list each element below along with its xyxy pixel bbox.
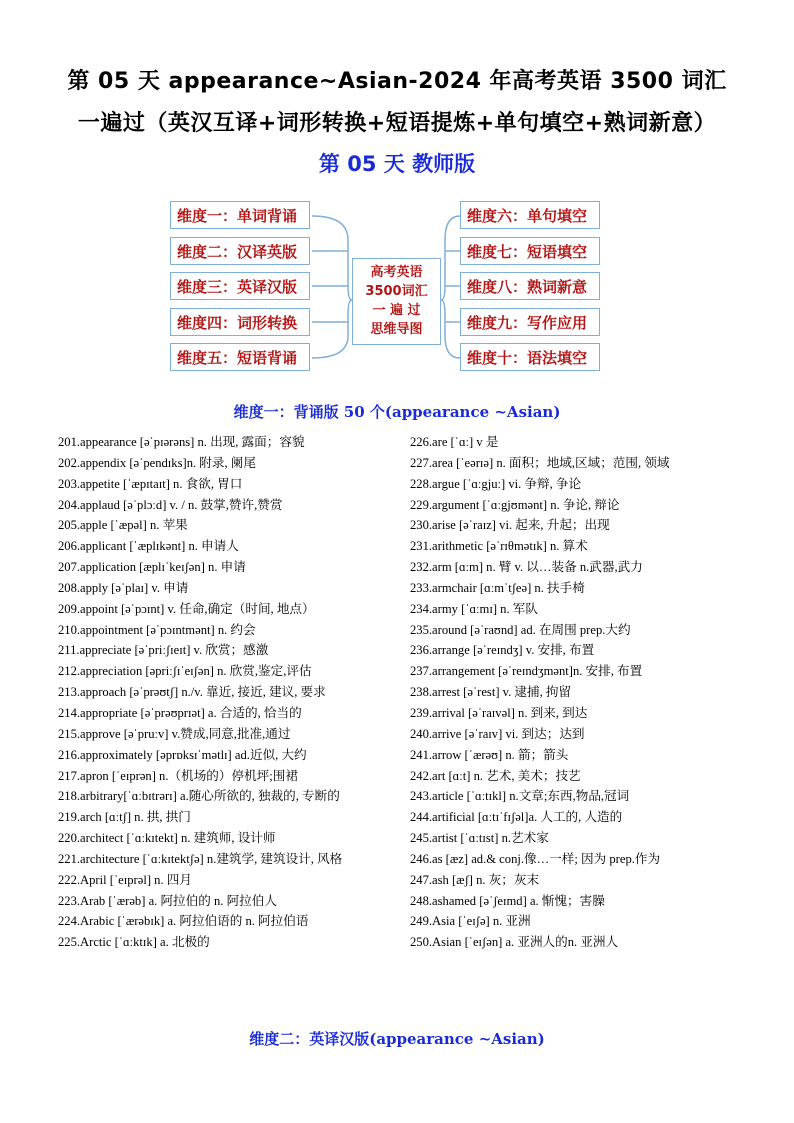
mindmap-left-1: 维度一：单词背诵 bbox=[170, 201, 310, 229]
word-entry: 222.April [ˈeɪprəl] n. 四月 bbox=[58, 872, 192, 887]
word-entry: 219.arch [ɑːtʃ] n. 拱, 拱门 bbox=[58, 810, 191, 825]
mindmap-left-2: 维度二：汉译英版 bbox=[170, 237, 310, 265]
section-2-heading: 维度二：英译汉版(appearance ~Asian) bbox=[249, 1030, 545, 1048]
word-entry: 206.applicant [ˈæplɪkənt] n. 申请人 bbox=[58, 539, 239, 554]
word-entry: 215.approve [əˈpruːv] v.赞成,同意,批准,通过 bbox=[58, 726, 291, 741]
word-entry: 207.application [æplɪˈkeɪʃən] n. 申请 bbox=[58, 560, 246, 575]
mindmap-right-2: 维度七：短语填空 bbox=[460, 237, 600, 265]
mind-map bbox=[0, 0, 794, 400]
word-entry: 237.arrangement [əˈreɪndʒmənt]n. 安排, 布置 bbox=[410, 664, 643, 679]
word-entry: 238.arrest [əˈrest] v. 逮捕, 拘留 bbox=[410, 685, 572, 700]
word-entry: 232.arm [ɑːm] n. 臂 v. 以…装备 n.武器,武力 bbox=[410, 560, 643, 575]
mindmap-left-3: 维度三：英译汉版 bbox=[170, 272, 310, 300]
word-entry: 240.arrive [əˈraɪv] vi. 到达；达到 bbox=[410, 726, 585, 741]
word-entry: 241.arrow [ˈærəʊ] n. 箭；箭头 bbox=[410, 747, 569, 762]
word-entry: 244.artificial [ɑːtɪˈfɪʃəl]a. 人工的, 人造的 bbox=[410, 810, 623, 825]
word-entry: 221.architecture [ˈɑːkɪtektʃə] n.建筑学, 建筑设计, 风格 bbox=[58, 851, 343, 866]
word-entry: 231.arithmetic [əˈrɪθmətɪk] n. 算术 bbox=[410, 539, 588, 554]
mindmap-center-line-1: 高考英语 bbox=[370, 265, 423, 280]
mindmap-left-5: 维度五：短语背诵 bbox=[170, 343, 310, 371]
word-entry: 230.arise [əˈraɪz] vi. 起来, 升起；出现 bbox=[410, 518, 610, 533]
word-entry: 245.artist [ˈɑːtɪst] n.艺术家 bbox=[410, 831, 549, 846]
word-entry: 250.Asian [ˈeɪʃən] a. 亚洲人的n. 亚洲人 bbox=[410, 935, 619, 950]
word-entry: 242.art [ɑːt] n. 艺术, 美术；技艺 bbox=[410, 768, 581, 783]
word-entry: 217.apron [ˈeɪprən] n.（机场的）停机坪;围裙 bbox=[58, 768, 298, 783]
word-entry: 220.architect [ˈɑːkɪtekt] n. 建筑师, 设计师 bbox=[58, 831, 276, 846]
mindmap-center-line-2: 3500词汇 bbox=[365, 284, 428, 299]
word-entry: 209.appoint [əˈpɔɪnt] v. 任命,确定（时间, 地点） bbox=[58, 601, 315, 616]
word-entry: 227.area [ˈeərɪə] n. 面积；地域,区域；范围, 领域 bbox=[410, 455, 670, 470]
word-entry: 236.arrange [əˈreɪndʒ] v. 安排, 布置 bbox=[410, 643, 595, 658]
word-entry: 205.apple [ˈæpəl] n. 苹果 bbox=[58, 518, 188, 533]
word-entry: 216.approximately [əprɒksɪˈmətlɪ] ad.近似, 大约 bbox=[58, 747, 307, 762]
mindmap-right-3: 维度八：熟词新意 bbox=[460, 272, 600, 300]
section-1-heading: 维度一：背诵版 50 个(appearance ~Asian) bbox=[233, 403, 561, 421]
mindmap-right-1: 维度六：单句填空 bbox=[460, 201, 600, 229]
word-entry: 235.around [əˈraʊnd] ad. 在周围 prep.大约 bbox=[410, 622, 631, 637]
mindmap-center bbox=[352, 258, 441, 345]
word-entry: 213.approach [əˈprəʊtʃ] n./v. 靠近, 接近, 建议, 要求 bbox=[58, 685, 326, 700]
mindmap-right-5: 维度十：语法填空 bbox=[460, 343, 600, 371]
word-entry: 225.Arctic [ˈɑːktɪk] a. 北极的 bbox=[58, 935, 210, 950]
word-entry: 223.Arab [ˈærəb] a. 阿拉伯的 n. 阿拉伯人 bbox=[58, 893, 277, 908]
right-brace bbox=[441, 216, 460, 358]
word-entry: 228.argue [ˈɑːgjuː] vi. 争辩, 争论 bbox=[410, 476, 582, 491]
word-list-left bbox=[58, 432, 408, 953]
word-entry: 218.arbitrary[ˈɑːbɪtrərɪ] a.随心所欲的, 独裁的, 专断的 bbox=[58, 789, 340, 804]
word-entry: 203.appetite [ˈæpɪtaɪt] n. 食欲, 胃口 bbox=[58, 476, 243, 491]
word-entry: 201.appearance [əˈpɪərəns] n. 出现, 露面；容貌 bbox=[58, 435, 305, 449]
word-entry: 211.appreciate [əˈpriːʃɪeɪt] v. 欣赏；感激 bbox=[58, 643, 269, 658]
word-entry: 247.ash [æʃ] n. 灰；灰末 bbox=[410, 872, 540, 887]
word-entry: 214.appropriate [əˈprəʊprɪət] a. 合适的, 恰当的 bbox=[58, 705, 302, 720]
left-brace bbox=[312, 216, 352, 358]
document-title-line-2: 一遍过（英汉互译+词形转换+短语提炼+单句填空+熟词新意） bbox=[77, 111, 717, 136]
mindmap-left-4: 维度四：词形转换 bbox=[170, 308, 310, 336]
word-entry: 204.applaud [əˈplɔːd] v. / n. 鼓掌,赞许,赞赏 bbox=[58, 497, 283, 512]
word-entry: 212.appreciation [əpriːʃɪˈeɪʃən] n. 欣赏,鉴定,评估 bbox=[58, 664, 312, 679]
word-entry: 248.ashamed [əˈʃeɪmd] a. 惭愧；害臊 bbox=[410, 893, 605, 908]
mindmap-right-4: 维度九：写作应用 bbox=[460, 308, 600, 336]
document-title-line-1: 第 05 天 appearance~Asian-2024 年高考英语 3500 词汇 bbox=[67, 69, 727, 94]
word-entry: 208.apply [əˈplaɪ] v. 申请 bbox=[58, 580, 189, 595]
word-entry: 229.argument [ˈɑːgjʊmənt] n. 争论, 辩论 bbox=[410, 497, 620, 512]
word-list-right bbox=[410, 432, 750, 953]
word-entry: 243.article [ˈɑːtɪkl] n.文章;东西,物品,冠词 bbox=[410, 789, 630, 804]
word-entry: 226.are [ˈɑː] v 是 bbox=[410, 435, 499, 449]
word-entry: 239.arrival [əˈraɪvəl] n. 到来, 到达 bbox=[410, 705, 588, 720]
mindmap-center-line-4: 思维导图 bbox=[370, 322, 423, 337]
mindmap-center-line-3: 一 遍 过 bbox=[372, 303, 421, 318]
word-entry: 224.Arabic [ˈærəbɪk] a. 阿拉伯语的 n. 阿拉伯语 bbox=[58, 914, 309, 929]
word-entry: 233.armchair [ɑːmˈtʃeə] n. 扶手椅 bbox=[410, 580, 585, 595]
word-entry: 234.army [ˈɑːmɪ] n. 军队 bbox=[410, 601, 538, 616]
word-entry: 246.as [æz] ad.& conj.像…一样; 因为 prep.作为 bbox=[410, 851, 661, 866]
word-entry: 249.Asia [ˈeɪʃə] n. 亚洲 bbox=[410, 914, 531, 929]
document-subtitle: 第 05 天 教师版 bbox=[318, 152, 476, 176]
word-entry: 210.appointment [əˈpɔɪntmənt] n. 约会 bbox=[58, 622, 256, 637]
word-entry: 202.appendix [əˈpendɪks]n. 附录, 阑尾 bbox=[58, 455, 256, 470]
